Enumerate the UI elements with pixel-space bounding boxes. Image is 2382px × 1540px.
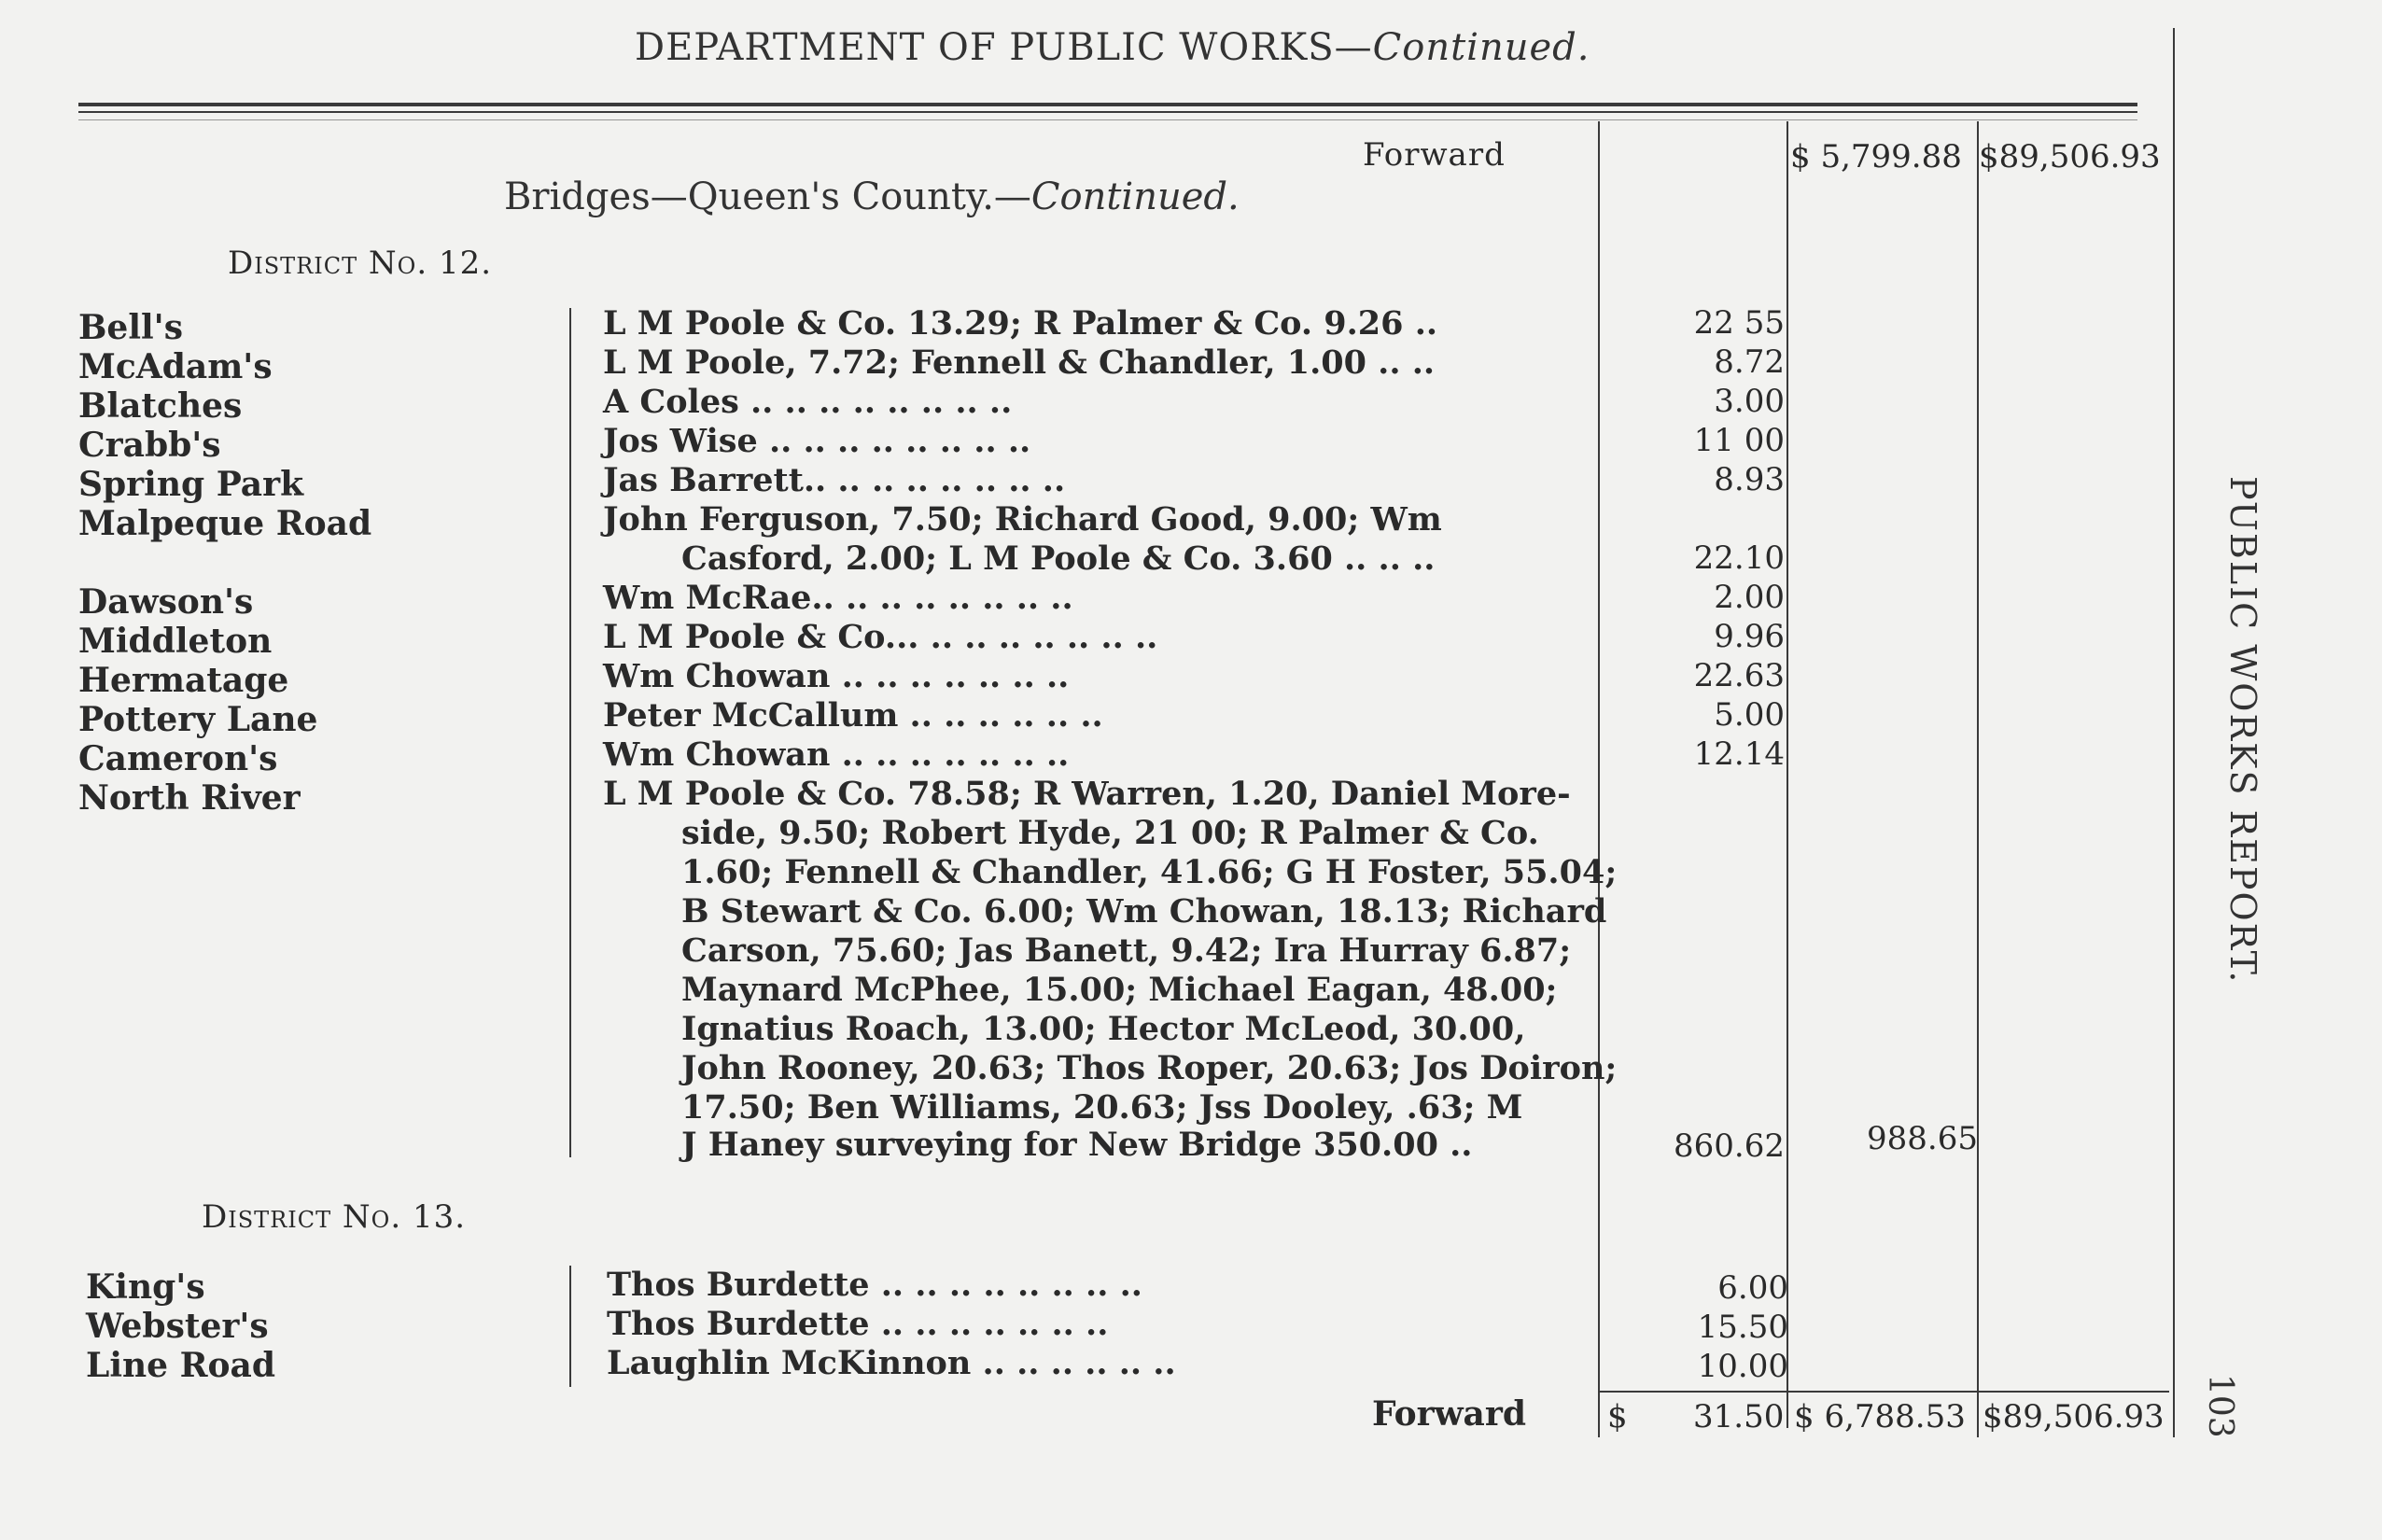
entry-description: A Coles .. .. .. .. .. .. .. ..: [603, 383, 1013, 421]
place-name: Bell's: [78, 308, 183, 347]
entry-description-continued: Carson, 75.60; Jas Banett, 9.42; Ira Hurray 6.87;: [681, 931, 1572, 970]
place-name: Malpeque Road: [78, 504, 372, 543]
entry-description: L M Poole & Co. 13.29; R Palmer & Co. 9.26 ..: [603, 304, 1438, 343]
heading-continued: Continued.: [1372, 26, 1590, 69]
place-name: Pottery Lane: [78, 700, 318, 739]
entry-description: Peter McCallum .. .. .. .. .. ..: [603, 696, 1103, 735]
place-name: Hermatage: [78, 661, 289, 700]
place-name: Cameron's: [78, 739, 278, 778]
forward-bottom-col1: 31.50: [1693, 1398, 1785, 1435]
entry-description: Wm Chowan .. .. .. .. .. .. ..: [603, 657, 1070, 695]
place-name: Middleton: [78, 622, 273, 661]
entry-amount: 22.63: [1693, 657, 1785, 694]
entry-description-continued: B Stewart & Co. 6.00; Wm Chowan, 18.13; Richard: [681, 892, 1607, 931]
entry-description: L M Poole, 7.72; Fennell & Chandler, 1.00 .. ..: [603, 343, 1436, 382]
entry-description: Wm McRae.. .. .. .. .. .. .. ..: [603, 579, 1073, 617]
entry-amount: 860.62: [1674, 1127, 1785, 1165]
header-rule-top: [78, 103, 2137, 106]
forward-top-label: Forward: [1363, 136, 1506, 174]
entry-amount: 22 55: [1693, 304, 1785, 342]
district-13-label: District No. 13.: [202, 1198, 467, 1236]
entry-amount: 3.00: [1714, 383, 1785, 420]
entry-description: John Ferguson, 7.50; Richard Good, 9.00; Wm: [603, 500, 1442, 539]
entry-description: L M Poole & Co. 78.58; R Warren, 1.20, Daniel More-: [603, 775, 1571, 813]
amount-column-rule-left: [1598, 121, 1600, 1437]
place-name: Spring Park: [78, 465, 304, 504]
place-name: Crabb's: [78, 426, 221, 465]
entry-description: Wm Chowan .. .. .. .. .. .. ..: [603, 735, 1070, 774]
totals-rule: [1598, 1391, 2169, 1393]
page-edge-rule: [2173, 28, 2175, 1437]
place-name: McAdam's: [78, 347, 273, 386]
entry-description: Thos Burdette .. .. .. .. .. .. ..: [607, 1305, 1109, 1343]
entry-description: Laughlin McKinnon .. .. .. .. .. ..: [607, 1344, 1176, 1382]
entry-amount: 9.96: [1714, 618, 1785, 655]
entry-description-continued: J Haney surveying for New Bridge 350.00 ..: [681, 1126, 1473, 1164]
entry-description-continued: 1.60; Fennell & Chandler, 41.66; G H Foster, 55.04;: [681, 853, 1618, 891]
entry-amount: 8.72: [1714, 343, 1785, 381]
entry-description-continued: Maynard McPhee, 15.00; Michael Eagan, 48.00;: [681, 971, 1558, 1009]
district12-subtotal: 988.65: [1867, 1120, 1978, 1157]
entry-description-continued: Ignatius Roach, 13.00; Hector McLeod, 30.00,: [681, 1010, 1526, 1048]
entry-description-continued: John Rooney, 20.63; Thos Roper, 20.63; Jos Doiron;: [681, 1049, 1618, 1087]
place-name: Line Road: [86, 1346, 276, 1385]
place-name: North River: [78, 778, 301, 818]
forward-top-col2: $ 5,799.88: [1790, 138, 1962, 175]
header-rule-faint: [78, 119, 2137, 120]
place-name: Dawson's: [78, 582, 254, 622]
amount-column-rule-mid: [1786, 121, 1788, 1428]
entry-amount: 22.10: [1693, 539, 1785, 577]
entry-description-continued: Casford, 2.00; L M Poole & Co. 3.60 .. .. ..: [681, 539, 1436, 578]
page-number: 103: [2201, 1374, 2239, 1438]
entry-amount: 6.00: [1717, 1269, 1788, 1307]
forward-bottom-col3: $89,506.93: [1983, 1398, 2165, 1435]
place-name: Webster's: [86, 1307, 269, 1346]
district12-desc-rule: [569, 308, 571, 1157]
place-name: King's: [86, 1267, 205, 1307]
entry-amount: 2.00: [1714, 579, 1785, 616]
entry-description: Jos Wise .. .. .. .. .. .. .. ..: [603, 422, 1031, 460]
forward-bottom-col2: $ 6,788.53: [1794, 1398, 1966, 1435]
entry-description: Jas Barrett.. .. .. .. .. .. .. ..: [603, 461, 1066, 499]
entry-amount: 15.50: [1697, 1309, 1788, 1346]
forward-bottom-label: Forward: [1372, 1394, 1527, 1434]
section-continued: Continued.: [1030, 175, 1240, 218]
entry-amount: 12.14: [1693, 735, 1785, 773]
forward-bottom-dollar: $: [1607, 1398, 1628, 1435]
district-12-label: District No. 12.: [228, 245, 493, 282]
running-title: PUBLIC WORKS REPORT.: [2222, 476, 2263, 985]
entry-description: Thos Burdette .. .. .. .. .. .. .. ..: [607, 1266, 1142, 1304]
section-title: Bridges—Queen's County.—Continued.: [504, 175, 1240, 218]
entry-description-continued: 17.50; Ben Williams, 20.63; Jss Dooley, .63; M: [681, 1088, 1523, 1127]
entry-amount: 11 00: [1693, 422, 1785, 459]
header-rule-bottom: [78, 111, 2137, 113]
entry-description-continued: side, 9.50; Robert Hyde, 21 00; R Palmer & Co.: [681, 814, 1539, 852]
entry-amount: 8.93: [1714, 461, 1785, 498]
entry-amount: 5.00: [1714, 696, 1785, 734]
district13-desc-rule: [569, 1266, 571, 1387]
amount-column-rule-right: [1977, 121, 1979, 1437]
entry-description: L M Poole & Co... .. .. .. .. .. .. ..: [603, 618, 1158, 656]
entry-amount: 10.00: [1697, 1348, 1788, 1385]
forward-top-col3: $89,506.93: [1979, 138, 2161, 175]
place-name: Blatches: [78, 386, 243, 426]
page-heading: DEPARTMENT OF PUBLIC WORKS—Continued.: [635, 26, 1590, 69]
